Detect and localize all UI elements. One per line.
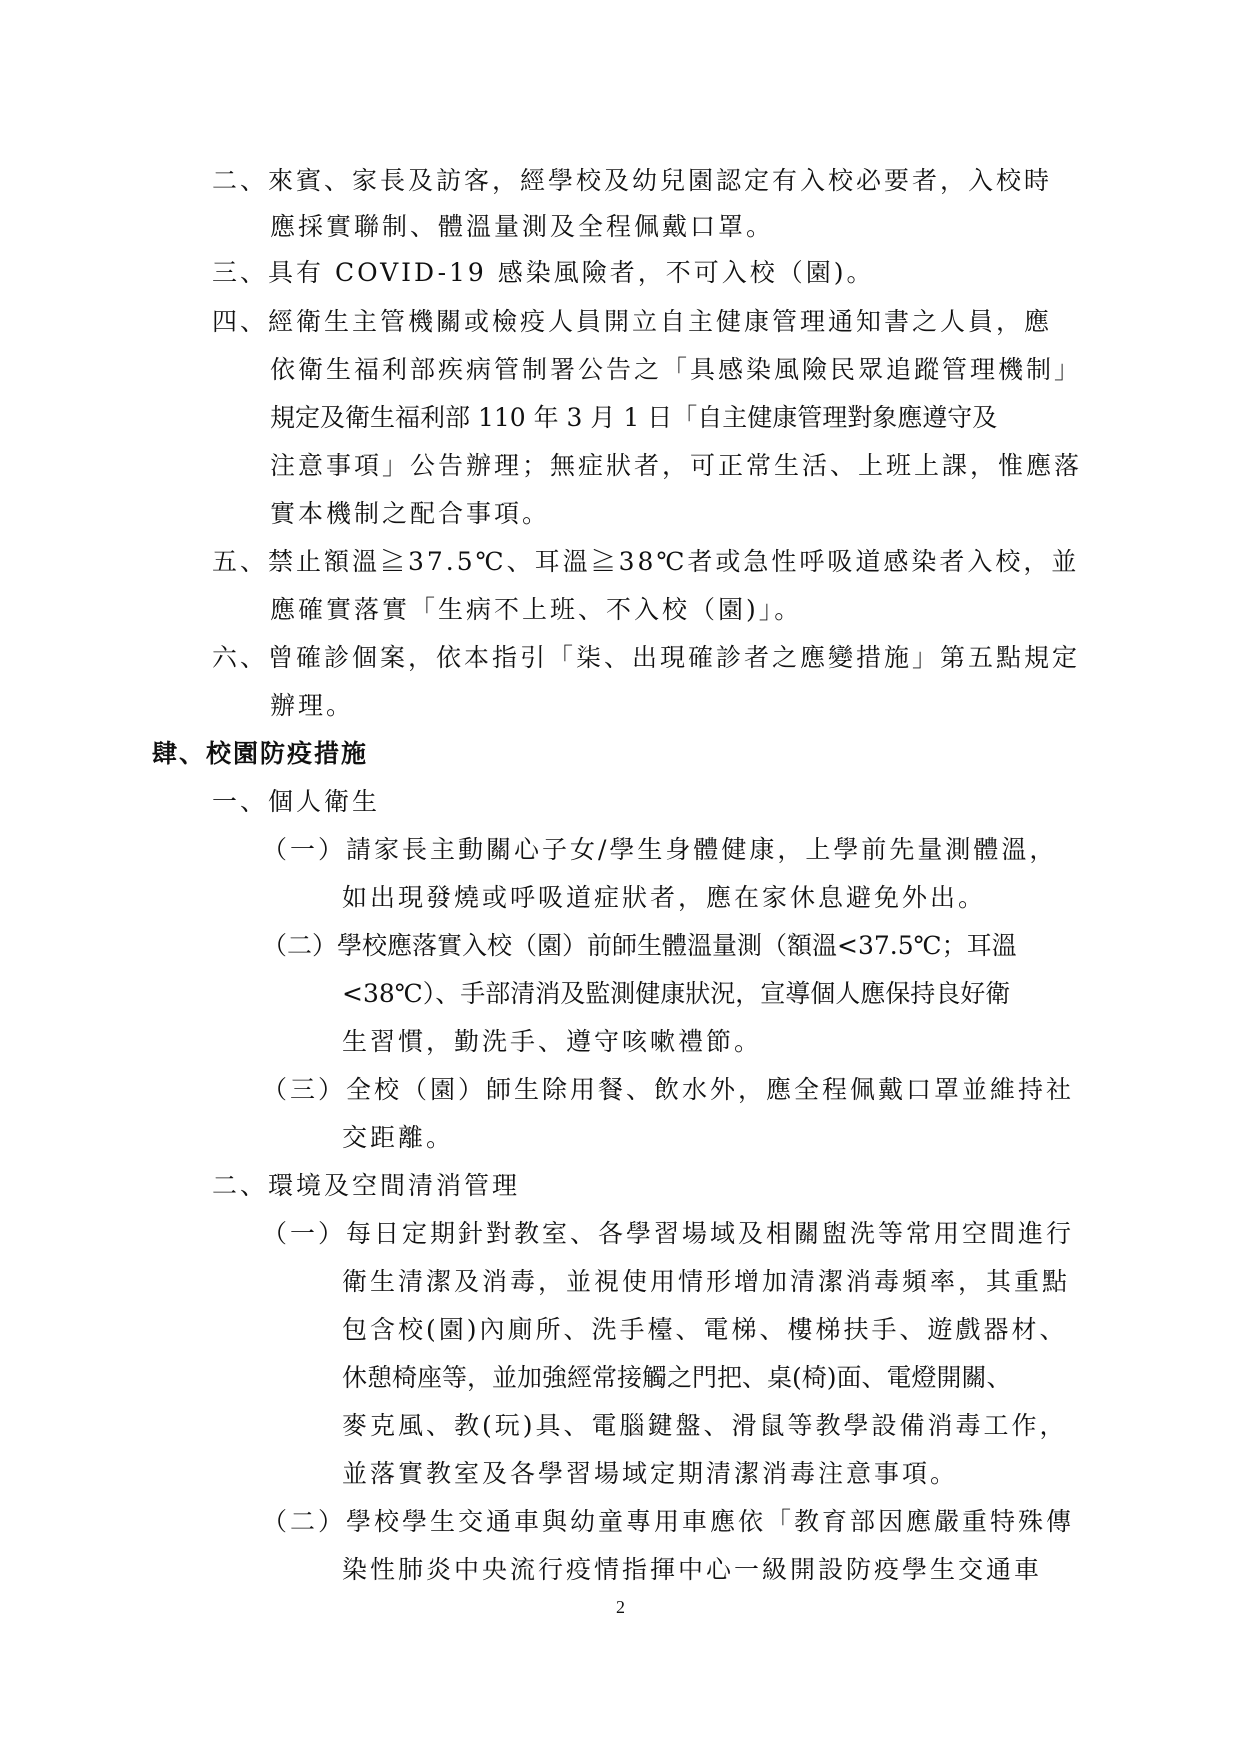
hygiene-item-2: （二）學校應落實入校（園）前師生體溫量測（額溫<37.5℃；耳溫 — [262, 931, 1017, 960]
item-4-self-health: 四、經衛生主管機關或檢疫人員開立自主健康管理通知書之人員，應 — [212, 307, 1053, 336]
hygiene-item-2-cont-2: 生習慣，勤洗手、遵守咳嗽禮節。 — [342, 1027, 763, 1056]
cleaning-item-2: （二）學校學生交通車與幼童專用車應依「教育部因應嚴重特殊傳 — [262, 1507, 1075, 1536]
cleaning-item-1-cont-4: 麥克風、教(玩)具、電腦鍵盤、滑鼠等教學設備消毒工作， — [342, 1411, 1068, 1440]
cleaning-item-1-cont-2: 包含校(園)內廁所、洗手檯、電梯、樓梯扶手、遊戲器材、 — [342, 1315, 1068, 1344]
item-4-cont-3: 注意事項」公告辦理；無症狀者，可正常生活、上班上課，惟應落 — [270, 451, 1083, 480]
item-4-cont-2: 規定及衛生福利部 110 年 3 月 1 日「自主健康管理對象應遵守及 — [270, 403, 998, 432]
hygiene-item-3-cont: 交距離。 — [342, 1123, 455, 1152]
cleaning-item-2-cont: 染性肺炎中央流行疫情指揮中心一級開設防疫學生交通車 — [342, 1555, 1043, 1584]
item-2-visitors: 二、來賓、家長及訪客，經學校及幼兒園認定有入校必要者，入校時 — [212, 166, 1053, 195]
item-5-cont: 應確實落實「生病不上班、不入校（園)」。 — [270, 595, 803, 624]
item-2-visitors-cont: 應採實聯制、體溫量測及全程佩戴口罩。 — [270, 212, 775, 241]
item-5-temperature: 五、禁止額溫≧37.5℃、耳溫≧38℃者或急性呼吸道感染者入校，並 — [212, 547, 1080, 576]
hygiene-item-3: （三）全校（園）師生除用餐、飲水外，應全程佩戴口罩並維持社 — [262, 1075, 1075, 1104]
item-3-covid-risk: 三、具有 COVID-19 感染風險者，不可入校（園)。 — [212, 258, 875, 287]
item-4-cont-4: 實本機制之配合事項。 — [270, 499, 551, 528]
hygiene-item-1: （一）請家長主動關心子女/學生身體健康，上學前先量測體溫， — [262, 835, 1058, 864]
hygiene-item-1-cont: 如出現發燒或呼吸道症狀者，應在家休息避免外出。 — [342, 883, 987, 912]
item-6-cont: 辦理。 — [270, 691, 355, 720]
section-heading-campus-measures: 肆、校園防疫措施 — [152, 739, 369, 768]
subsection-environment-cleaning: 二、環境及空間清消管理 — [212, 1171, 521, 1200]
hygiene-item-2-cont-1: <38℃）、手部清消及監測健康狀況，宣導個人應保持良好衛 — [342, 979, 1011, 1008]
item-4-cont-1: 依衛生福利部疾病管制署公告之「具感染風險民眾追蹤管理機制」 — [270, 355, 1083, 384]
cleaning-item-1-cont-3: 休憩椅座等，並加強經常接觸之門把、桌(椅)面、電燈開關、 — [342, 1363, 1012, 1392]
cleaning-item-1: （一）每日定期針對教室、各學習場域及相關盥洗等常用空間進行 — [262, 1219, 1075, 1248]
cleaning-item-1-cont-5: 並落實教室及各學習場域定期清潔消毒注意事項。 — [342, 1459, 959, 1488]
item-6-confirmed: 六、曾確診個案，依本指引「柒、出現確診者之應變措施」第五點規定 — [212, 643, 1081, 672]
page-number: 2 — [616, 1597, 625, 1617]
cleaning-item-1-cont-1: 衛生清潔及消毒，並視使用情形增加清潔消毒頻率，其重點 — [342, 1267, 1071, 1296]
subsection-personal-hygiene: 一、個人衛生 — [212, 787, 381, 816]
